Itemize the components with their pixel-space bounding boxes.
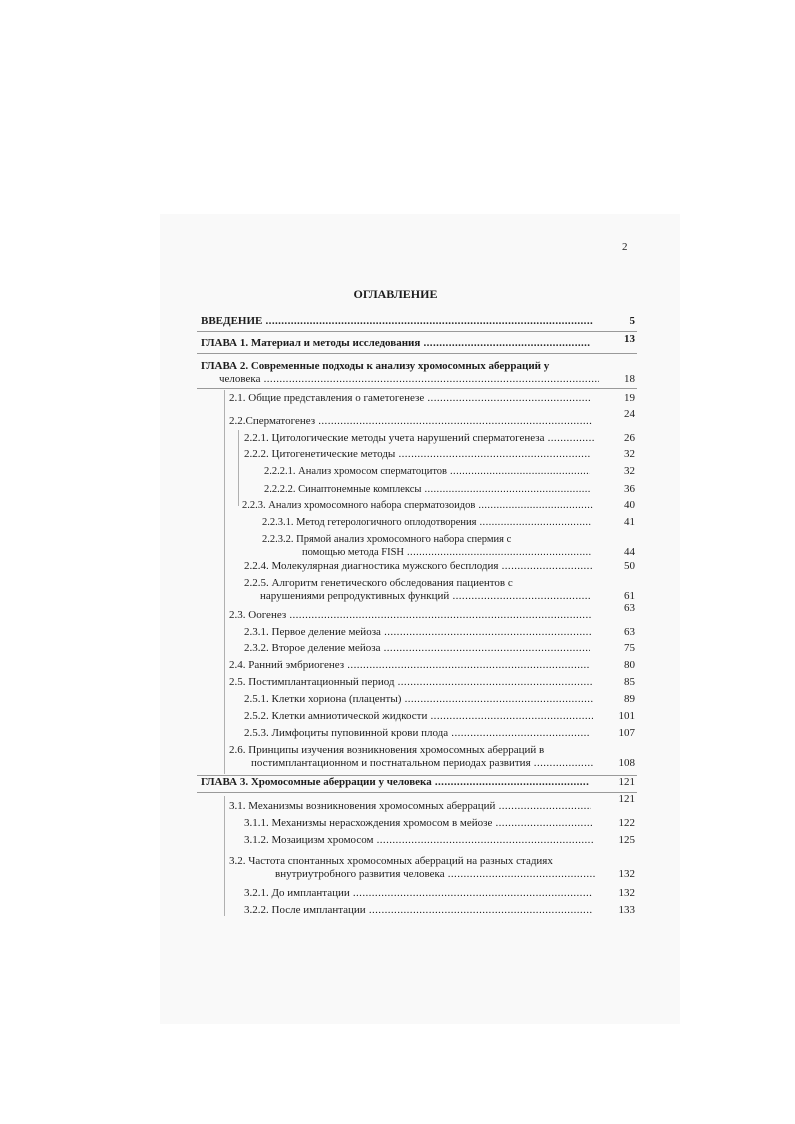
toc-entry-page: 61 <box>624 590 635 602</box>
toc-entry-text: 2.4. Ранний эмбриогенез ..... <box>229 659 590 672</box>
toc-entry-text: 2.2.4. Молекулярная диагностика мужского бесплодия ..... <box>244 560 592 573</box>
toc-entry[interactable] <box>229 602 635 622</box>
toc-entry-page: 132 <box>618 868 635 880</box>
toc-entry-text: 2.5. Постимплантационный период ..... <box>229 676 593 689</box>
toc-entry-text-line1: 2.2.3.2. Прямой анализ хромосомного набора спермия с <box>262 534 512 545</box>
toc-entry[interactable] <box>262 533 635 559</box>
toc-entry-text: 3.2.1. До имплантации ..... <box>244 887 593 900</box>
toc-entry-text-line1: ГЛАВА 2. Современные подходы к анализу хромосомных аберраций у <box>201 360 550 372</box>
table-rule <box>197 388 637 389</box>
toc-entry-text: 3.2.2. После имплантации ..... <box>244 904 593 917</box>
toc-entry[interactable] <box>244 904 635 917</box>
toc-entry[interactable] <box>244 577 635 603</box>
toc-entry[interactable] <box>229 659 635 672</box>
toc-entry[interactable] <box>201 360 635 386</box>
toc-entry-text: внутриутробного развития человека ..... <box>229 868 595 881</box>
toc-entry-page: 75 <box>624 642 635 654</box>
toc-entry[interactable] <box>262 516 635 529</box>
toc-entry-text: 2.5.2. Клетки амниотической жидкости ..... <box>244 710 593 723</box>
toc-entry-page: 50 <box>624 560 635 572</box>
toc-entry[interactable] <box>229 408 635 428</box>
toc-entry[interactable] <box>229 676 635 689</box>
toc-entry[interactable] <box>201 315 635 328</box>
toc-entry-page: 5 <box>629 315 635 327</box>
toc-entry-text: 2.2.3.1. Метод гетерологичного оплодотворения ..... <box>262 516 592 529</box>
toc-entry-page: 36 <box>624 483 635 495</box>
toc-entry-page: 32 <box>624 465 635 477</box>
toc-entry-page: 26 <box>624 432 635 444</box>
toc-entry-page: 40 <box>624 499 635 511</box>
toc-entry-page: 125 <box>618 834 635 846</box>
table-rule <box>197 792 637 793</box>
toc-entry-text: помощью метода FISH ..... <box>262 546 592 559</box>
toc-entry-text: 2.3.1. Первое деление мейоза ..... <box>244 626 592 639</box>
toc-entry-text-line1: 3.2. Частота спонтанных хромосомных аберраций на разных стадиях <box>229 855 553 867</box>
toc-entry[interactable] <box>229 744 635 770</box>
toc-entry-page: 63 <box>624 626 635 638</box>
toc-entry-text: 2.1. Общие представления о гаметогенезе ..... <box>229 392 590 405</box>
toc-title-text: ОГЛАВЛЕНИЕ <box>353 287 438 301</box>
toc-entry-page: 89 <box>624 693 635 705</box>
toc-entry-text: 3.1. Механизмы возникновения хромосомных аберраций ..... <box>229 800 591 813</box>
toc-entry[interactable] <box>244 834 635 847</box>
toc-entry-page: 13 <box>624 333 635 345</box>
table-rule-vertical <box>224 796 225 916</box>
toc-entry[interactable] <box>244 710 635 723</box>
toc-entry-text: 2.2.2. Цитогенетические методы ..... <box>244 448 590 461</box>
toc-entry-page: 32 <box>624 448 635 460</box>
page-number: 2 <box>622 241 628 253</box>
toc-entry-text: нарушениями репродуктивных функций ..... <box>244 590 590 603</box>
table-rule <box>197 353 637 354</box>
toc-entry-text: 2.2.1. Цитологические методы учета нарушений сперматогенеза ..... <box>244 432 594 445</box>
toc-entry-page: 132 <box>618 887 635 899</box>
toc-entry-text: 2.3. Оогенез ..... <box>229 609 591 622</box>
toc-entry-text: 2.3.2. Второе деление мейоза ..... <box>244 642 590 655</box>
toc-entry[interactable] <box>244 727 635 740</box>
table-rule <box>197 331 637 332</box>
toc-entry-page: 121 <box>618 776 635 788</box>
table-rule-vertical <box>238 430 239 506</box>
toc-entry-text-line1: 2.6. Принципы изучения возникновения хромосомных аберраций в <box>229 744 545 756</box>
toc-entry-page: 107 <box>618 727 635 739</box>
toc-entry[interactable] <box>229 855 635 881</box>
toc-entry-text: ГЛАВА 3. Хромосомные аберрации у человека ..... <box>201 776 589 789</box>
toc-entry-page: 108 <box>618 757 635 769</box>
toc-entry-text: 2.5.3. Лимфоциты пуповинной крови плода ..... <box>244 727 589 740</box>
toc-entry[interactable] <box>201 776 635 789</box>
toc-entry-page: 122 <box>618 817 635 829</box>
toc-entry-text: 3.1.2. Мозаицизм хромосом ..... <box>244 834 593 847</box>
toc-entry-page: 121 <box>618 793 635 805</box>
toc-entry[interactable] <box>244 817 635 830</box>
toc-entry[interactable] <box>264 465 635 478</box>
toc-entry-page: 19 <box>624 392 635 404</box>
toc-entry-text: 2.2.3. Анализ хромосомного набора сперматозоидов ..... <box>242 499 593 512</box>
toc-entry[interactable] <box>229 793 635 813</box>
toc-entry[interactable] <box>244 887 635 900</box>
toc-entry[interactable] <box>244 432 635 445</box>
toc-entry[interactable] <box>229 392 635 405</box>
toc-entry-text: 2.2.Сперматогенез ..... <box>229 415 593 428</box>
toc-entry-text: 2.2.2.1. Анализ хромосом сперматоцитов ..... <box>264 465 590 478</box>
toc-entry-page: 41 <box>624 516 635 528</box>
toc-entry[interactable] <box>244 642 635 655</box>
toc-entry-text: 2.5.1. Клетки хориона (плаценты) ..... <box>244 693 593 706</box>
toc-entry-page: 44 <box>624 546 635 558</box>
toc-entry[interactable] <box>201 333 635 350</box>
table-rule-vertical <box>224 390 225 774</box>
toc-entry-text: человека ..... <box>201 373 599 386</box>
toc-entry[interactable] <box>242 499 635 512</box>
toc-entry[interactable] <box>264 483 635 496</box>
toc-entry-text: постимплантационном и постнатальном периодах развития ..... <box>229 757 593 770</box>
toc-entry[interactable] <box>244 448 635 461</box>
toc-entry-text: ГЛАВА 1. Материал и методы исследования ..... <box>201 337 590 350</box>
toc-entry-page: 63 <box>624 602 635 614</box>
toc-title <box>0 287 795 302</box>
toc-entry[interactable] <box>244 626 635 639</box>
toc-entry[interactable] <box>244 560 635 573</box>
toc-entry-page: 18 <box>624 373 635 385</box>
toc-entry-page: 85 <box>624 676 635 688</box>
toc-entry-page: 24 <box>624 408 635 420</box>
toc-entry[interactable] <box>244 693 635 706</box>
toc-entry-page: 80 <box>624 659 635 671</box>
toc-entry-text: 3.1.1. Механизмы нерасхождения хромосом в мейозе ..... <box>244 817 593 830</box>
toc-entry-page: 133 <box>618 904 635 916</box>
toc-entry-page: 101 <box>618 710 635 722</box>
toc-entry-text: 2.2.2.2. Синаптонемные комплексы ..... <box>264 483 590 496</box>
toc-entry-text: ВВЕДЕНИЕ ..... <box>201 315 593 328</box>
toc-entry-text-line1: 2.2.5. Алгоритм генетического обследования пациентов с <box>244 577 513 589</box>
